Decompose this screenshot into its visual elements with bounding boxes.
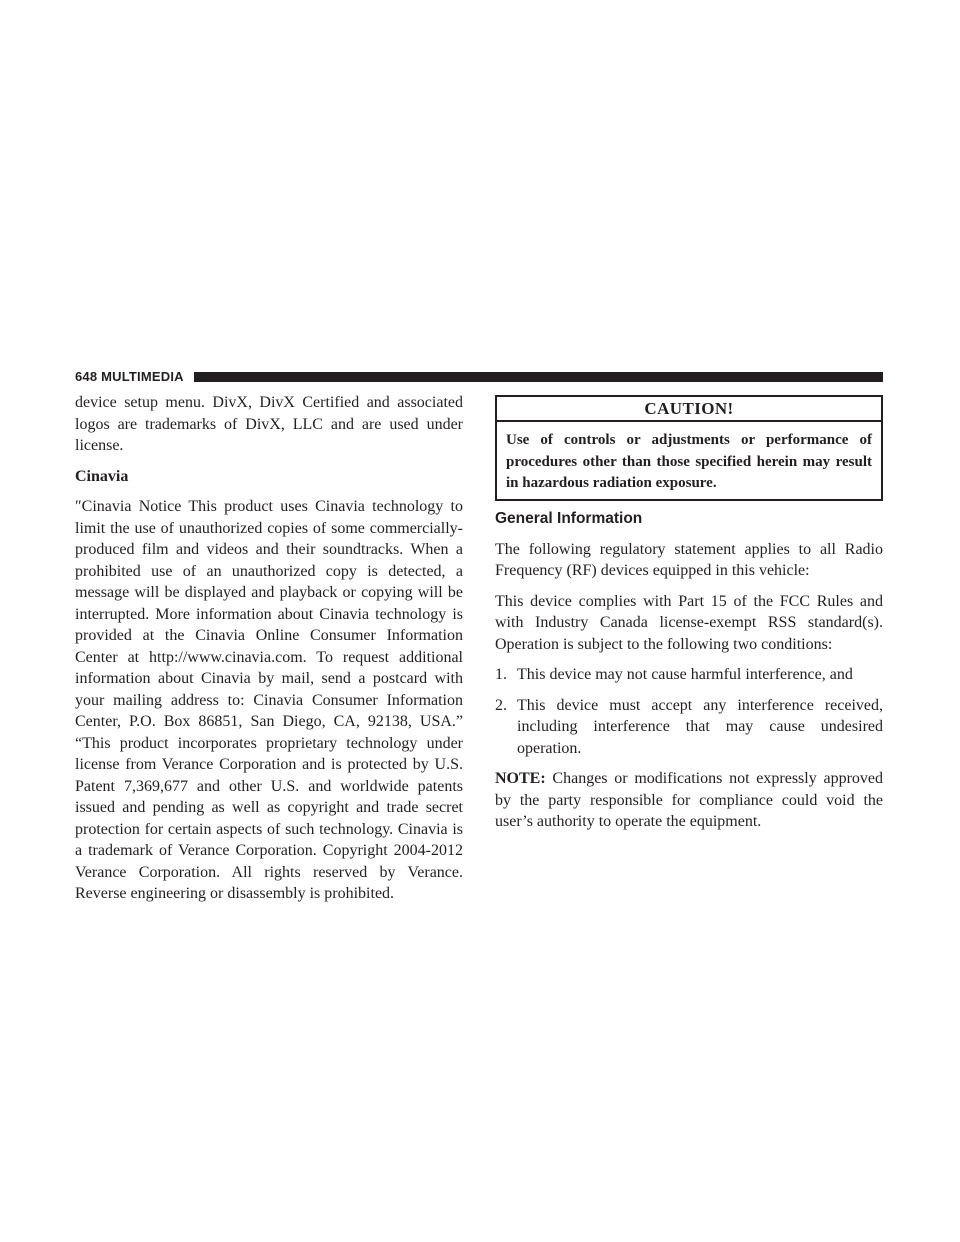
page-header: [75, 370, 883, 384]
list-number: 1.: [495, 666, 507, 683]
list-item: [495, 664, 883, 686]
cinavia-heading: Cinavia: [75, 467, 129, 485]
page-number-label: 648 MULTIMEDIA: [75, 369, 184, 384]
general-information-heading: General Information: [495, 509, 643, 527]
caution-title: CAUTION!: [497, 397, 881, 422]
note-label: NOTE:: [495, 770, 546, 787]
right-column: [495, 395, 883, 842]
header-rule: [194, 372, 883, 382]
note-paragraph: [495, 768, 883, 833]
list-text: This device may not cause harmful interference, and: [517, 666, 853, 683]
fcc-compliance-paragraph: This device complies with Part 15 of the FCC Rules and with Industry Canada license-exempt RSS standard(s). Operation is subject to the following two conditions:: [495, 592, 883, 653]
caution-text: Use of controls or adjustments or performance of procedures other than those specified herein may result in hazardous radiation exposure.: [506, 432, 872, 491]
cinavia-notice-paragraph: ″Cinavia Notice This product uses Cinavia technology to limit the use of unauthorized copies of some commercially-produced film and videos and their soundtracks. When a prohibited use of an unauthorized copy is detected, a message will be displayed and playback or copying will be interrupted. More information about Cinavia technology is provided at the Cinavia Online Consumer Information Center at http://www.cinavia.com. To request additional information about Cinavia by mail, send a postcard with your mailing address to: Cinavia Consumer Information Center, P.O. Box 86851, San Diego, CA, 92138, USA.” “This product incorporates proprietary technology under license from Verance Corporation and is protected by U.S. Patent 7,369,677 and other U.S. and worldwide patents issued and pending as well as copyright and trade secret protection for certain aspects of such technology. Cinavia is a trademark of Verance Corporation. Copyright 2004-2012 Verance Corporation. All rights reserved by Verance. Reverse engineering or disassembly is prohibited.: [75, 498, 463, 902]
list-text: This device must accept any interference received, including interference that may cause undesired operation.: [517, 696, 883, 757]
divx-license-paragraph: device setup menu. DivX, DivX Certified and associated logos are trademarks of DivX, LLC and are used under license.: [75, 394, 463, 454]
list-item: [495, 695, 883, 760]
caution-box: [495, 395, 883, 501]
note-text: Changes or modifications not expressly approved by the party responsible for compliance could void the user’s authority to operate the equipment.: [495, 770, 883, 830]
list-number: 2.: [495, 696, 507, 714]
regulatory-statement-paragraph: The following regulatory statement applies to all Radio Frequency (RF) devices equipped in this vehicle:: [495, 540, 883, 579]
left-column: [75, 392, 463, 914]
